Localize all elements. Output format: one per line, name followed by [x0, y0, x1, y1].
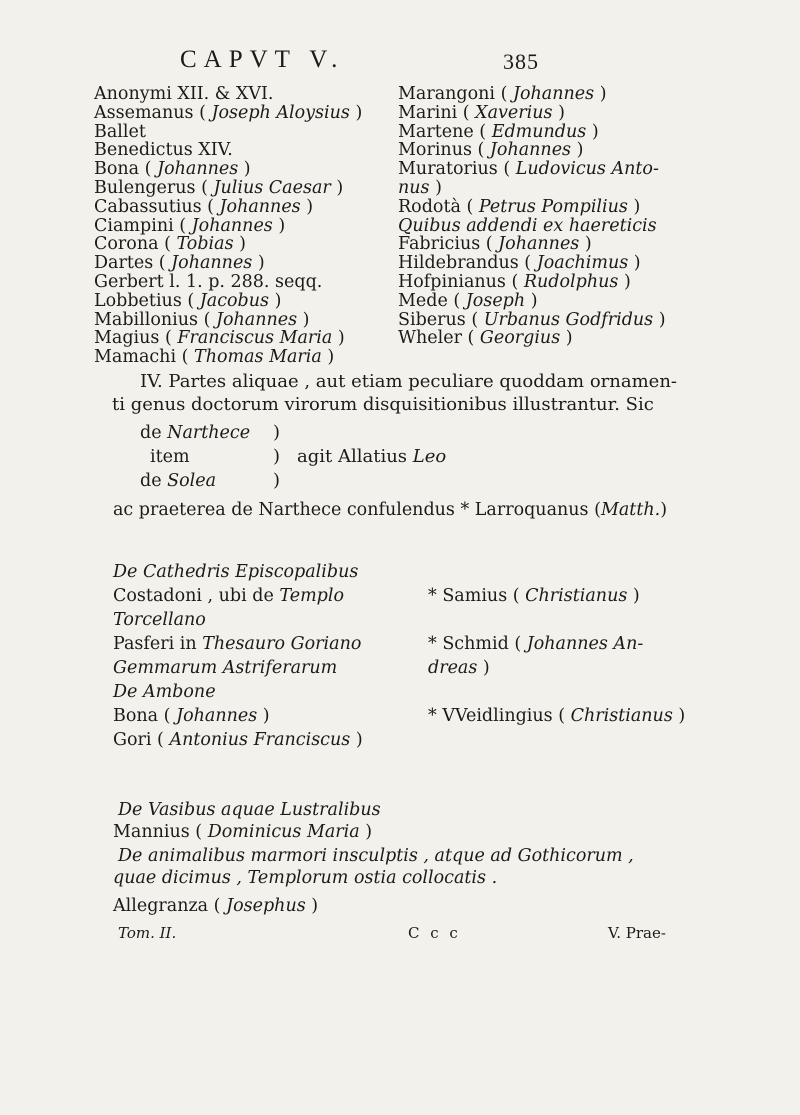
narthece-line — [113, 500, 667, 520]
brace-entry — [140, 445, 250, 469]
vasibus-line1 — [113, 822, 372, 842]
cathedris.left-entry — [113, 586, 363, 610]
entry-close: ) — [297, 309, 310, 330]
cathedris.right-entry — [428, 658, 685, 682]
left_column-entry — [94, 347, 362, 366]
right_column-entry — [398, 253, 666, 272]
entry-close: ) — [594, 84, 607, 104]
paragraph-iv-line2: ti genus doctorum virorum disquisitionibus illustrantur. Sic — [112, 394, 654, 415]
entry-surname: Fabricius ( — [398, 234, 499, 255]
cathedris.left-entry — [113, 682, 363, 706]
entry-given-name: Xaverius — [475, 102, 553, 123]
entry-surname: * VVeidlingius ( — [428, 706, 571, 726]
left_column-entry — [94, 140, 362, 159]
right_column-entry — [398, 140, 666, 159]
entry-given-name: Franciscus Maria — [177, 328, 333, 349]
cathedris.right-entry — [428, 634, 685, 658]
entry-given-name: Julius Caesar — [213, 177, 331, 198]
brace-symbol: ) — [273, 446, 281, 467]
brace-entry-term: Narthece — [167, 423, 251, 443]
entry-close: ) — [252, 253, 265, 274]
entry-surname: Muratorius ( — [398, 159, 516, 180]
entry-close: ) — [525, 290, 538, 311]
entry-close: ) — [349, 102, 363, 123]
entry-surname: * Samius ( — [428, 586, 526, 606]
entry-surname: Hildebrandus ( — [398, 253, 537, 274]
left_column-entry — [94, 253, 362, 272]
entry-given-name: Christianus — [525, 586, 628, 606]
entry-surname: Benedictus XIV. — [94, 140, 233, 161]
entry-close: ) — [571, 140, 584, 161]
entry-close: ) — [653, 309, 666, 330]
right_column-entry — [398, 197, 666, 216]
entry-surname: Martene ( — [398, 121, 492, 142]
right_column-entry — [398, 159, 666, 178]
right_column-entry — [398, 178, 666, 197]
entry-surname: Hofpinianus ( — [398, 271, 524, 292]
cathedris.left-entry — [113, 658, 363, 682]
entry-given-name: Johannes — [191, 215, 273, 236]
entry-surname: Assemanus ( — [94, 102, 212, 123]
brace-entry — [140, 469, 250, 493]
cathedris-right — [428, 586, 685, 730]
entry-close: ) — [272, 215, 286, 236]
entry-close: ) — [627, 196, 641, 217]
entry-given-name: Johannes — [512, 84, 595, 104]
paragraph-iv-line1: IV. Partes aliquae , aut etiam peculiare quoddam ornamen- — [140, 371, 677, 392]
entry-surname: Marangoni ( — [398, 84, 513, 104]
allegranza-line — [113, 896, 318, 916]
entry-given-name: Johannes — [498, 234, 580, 255]
entry-close: ) — [477, 658, 490, 678]
entry-surname: * Schmid ( — [428, 634, 527, 654]
brace-entry-term: Solea — [167, 471, 217, 491]
cathedris.left-entry — [113, 706, 363, 730]
entry-close: ) — [429, 177, 442, 198]
cathedris-heading: De Cathedris Episcopalibus — [113, 562, 359, 582]
entry-surname: Gerbert l. 1. p. 288. seqq. — [94, 271, 323, 292]
agit-allatius — [297, 445, 446, 469]
narthece-text: ac praeterea de Narthece confulendus * Larroquanus ( — [113, 500, 601, 520]
cathedris.right-entry — [428, 586, 685, 610]
brace-symbol: ) — [273, 422, 281, 443]
right-author-column — [398, 84, 666, 347]
entry-surname: Ballet — [94, 121, 146, 142]
entry-surname: Wheler ( — [398, 328, 480, 349]
entry-close: ) — [238, 159, 251, 180]
chapter-title: CAPVT V. — [180, 46, 345, 73]
entry-close: ) — [350, 730, 363, 750]
agit-text: agit Allatius — [297, 446, 413, 467]
cathedris.left-entry — [113, 730, 363, 754]
cathedris.left-entry — [113, 610, 363, 634]
entry-given-name: Petrus Pompilius — [478, 196, 628, 217]
entry-given-name: Templo — [279, 586, 345, 606]
left_column-entry — [94, 122, 362, 141]
entry-given-name: Joseph Aloysius — [211, 102, 350, 123]
page-number: 385 — [503, 49, 539, 74]
cathedris.right-entry — [428, 682, 685, 706]
mannius-given: Dominicus Maria — [207, 822, 360, 842]
entry-given-name: Georgius — [479, 328, 561, 349]
entry-surname: Rodotà ( — [398, 196, 479, 217]
entry-close: ) — [552, 102, 565, 123]
right_column-entry — [398, 291, 666, 310]
entry-surname: Corona ( — [94, 234, 177, 255]
entry-surname: Mabillonius ( — [94, 309, 216, 330]
right_column-entry — [398, 310, 666, 329]
left_column-entry — [94, 234, 362, 253]
vasibus-line3: quae dicimus , Templorum ostia collocatis . — [113, 868, 498, 888]
footer-volume: Tom. II. — [118, 924, 177, 942]
entry-close: ) — [618, 271, 631, 292]
entry-given-name: Johannes An- — [526, 634, 644, 654]
entry-given-name: Thomas Maria — [194, 347, 322, 368]
allegranza-name: Allegranza ( — [113, 896, 227, 916]
entry-close: ) — [330, 177, 344, 198]
brace-entry-prefix: de — [140, 423, 168, 443]
entry-close: ) — [672, 706, 686, 726]
brace-entry-prefix: item — [150, 447, 190, 467]
entry-surname: Dartes ( — [94, 253, 172, 274]
entry-close: ) — [269, 290, 282, 311]
paragraph-iv — [112, 370, 708, 416]
right_column-entry — [398, 328, 666, 347]
entry-close: ) — [560, 328, 573, 349]
entry-surname: Mede ( — [398, 290, 466, 311]
entry-surname: Pasferi in — [113, 634, 203, 654]
entry-given-name: Joseph — [465, 290, 526, 311]
footer-signature: C c c — [408, 924, 461, 942]
entry-surname: Mamachi ( — [94, 347, 195, 368]
entry-close: ) — [300, 196, 314, 217]
right_column-entry — [398, 234, 666, 253]
entry-given-name: Johannes — [215, 309, 298, 330]
entry-close: ) — [628, 253, 641, 274]
brace-entries — [140, 421, 250, 493]
entry-surname: Costadoni , ubi de — [113, 586, 280, 606]
left_column-entry — [94, 328, 362, 347]
vasibus-heading: De Vasibus aquae Lustralibus — [118, 800, 381, 820]
narthece-name: Matth. — [600, 500, 661, 520]
entry-given-name: Quibus addendi ex haereticis — [398, 215, 657, 236]
entry-surname: Gori ( — [113, 730, 170, 750]
left_column-entry — [94, 272, 362, 291]
entry-given-name: Rudolphus — [523, 271, 619, 292]
left_column-entry — [94, 310, 362, 329]
entry-close: ) — [257, 706, 270, 726]
entry-given-name: Urbanus Godfridus — [483, 309, 654, 330]
entry-given-name: Ludovicus Anto- — [515, 159, 659, 180]
entry-close: ) — [586, 121, 599, 142]
left-author-column — [94, 84, 362, 366]
entry-close: ) — [332, 328, 345, 349]
entry-close: ) — [579, 234, 592, 255]
left_column-entry — [94, 103, 362, 122]
entry-given-name: Antonius Franciscus — [169, 730, 351, 750]
entry-given-name: Edmundus — [491, 121, 587, 142]
right_column-entry — [398, 122, 666, 141]
right_column-entry — [398, 216, 666, 235]
cathedris.right-entry — [428, 706, 685, 730]
entry-given-name: Gemmarum Astriferarum — [113, 658, 338, 678]
entry-close: ) — [321, 347, 335, 368]
entry-given-name: Johannes — [157, 159, 239, 180]
cathedris.right-entry — [428, 610, 685, 634]
entry-given-name: Christianus — [570, 706, 673, 726]
brace-entry — [140, 421, 250, 445]
narthece-close: ) — [660, 500, 668, 520]
left_column-entry — [94, 159, 362, 178]
cathedris-left — [113, 586, 363, 754]
agit-name: Leo — [412, 446, 447, 467]
allegranza-given: Josephus — [226, 896, 306, 916]
mannius-close: ) — [359, 822, 373, 842]
entry-given-name: Joachimus — [536, 253, 629, 274]
brace-symbol: ) — [273, 470, 281, 491]
entry-surname: Bona ( — [113, 706, 177, 726]
entry-given-name: De Ambone — [113, 682, 216, 702]
entry-given-name: Tobias — [176, 234, 234, 255]
entry-given-name: Jacobus — [199, 290, 270, 311]
allegranza-close: ) — [305, 896, 319, 916]
entry-given-name: Johannes — [219, 196, 301, 217]
footer-catchword: V. Prae- — [608, 924, 666, 942]
brace-symbols — [273, 421, 280, 493]
left_column-entry — [94, 216, 362, 235]
entry-given-name: Johannes — [489, 140, 572, 161]
entry-surname: Bona ( — [94, 159, 158, 180]
entry-given-name: Thesauro Goriano — [202, 634, 362, 654]
entry-surname: Cabassutius ( — [94, 196, 220, 217]
brace-entry-prefix: de — [140, 471, 168, 491]
entry-close: ) — [233, 234, 246, 255]
mannius-name: Mannius ( — [113, 822, 208, 842]
entry-given-name: dreas — [428, 658, 478, 678]
entry-surname: Morinus ( — [398, 140, 490, 161]
entry-surname: Siberus ( — [398, 309, 484, 330]
entry-surname: Bulengerus ( — [94, 177, 214, 198]
left_column-entry — [94, 197, 362, 216]
right_column-entry — [398, 272, 666, 291]
entry-surname: Ciampini ( — [94, 215, 192, 236]
right_column-entry — [398, 84, 666, 103]
entry-surname: Lobbetius ( — [94, 290, 200, 311]
cathedris.left-entry — [113, 634, 363, 658]
entry-surname: Magius ( — [94, 328, 178, 349]
left_column-entry — [94, 84, 362, 103]
left_column-entry — [94, 291, 362, 310]
vasibus-line2: De animalibus marmori insculptis , atque ad Gothicorum , — [118, 846, 634, 866]
entry-given-name: Johannes — [176, 706, 258, 726]
entry-surname: Marini ( — [398, 102, 476, 123]
entry-close: ) — [627, 586, 640, 606]
entry-given-name: Torcellano — [113, 610, 206, 630]
right_column-entry — [398, 103, 666, 122]
entry-given-name: Johannes — [171, 253, 253, 274]
entry-surname: Anonymi XII. & XVI. — [94, 84, 274, 104]
left_column-entry — [94, 178, 362, 197]
entry-given-name: nus — [398, 177, 430, 198]
